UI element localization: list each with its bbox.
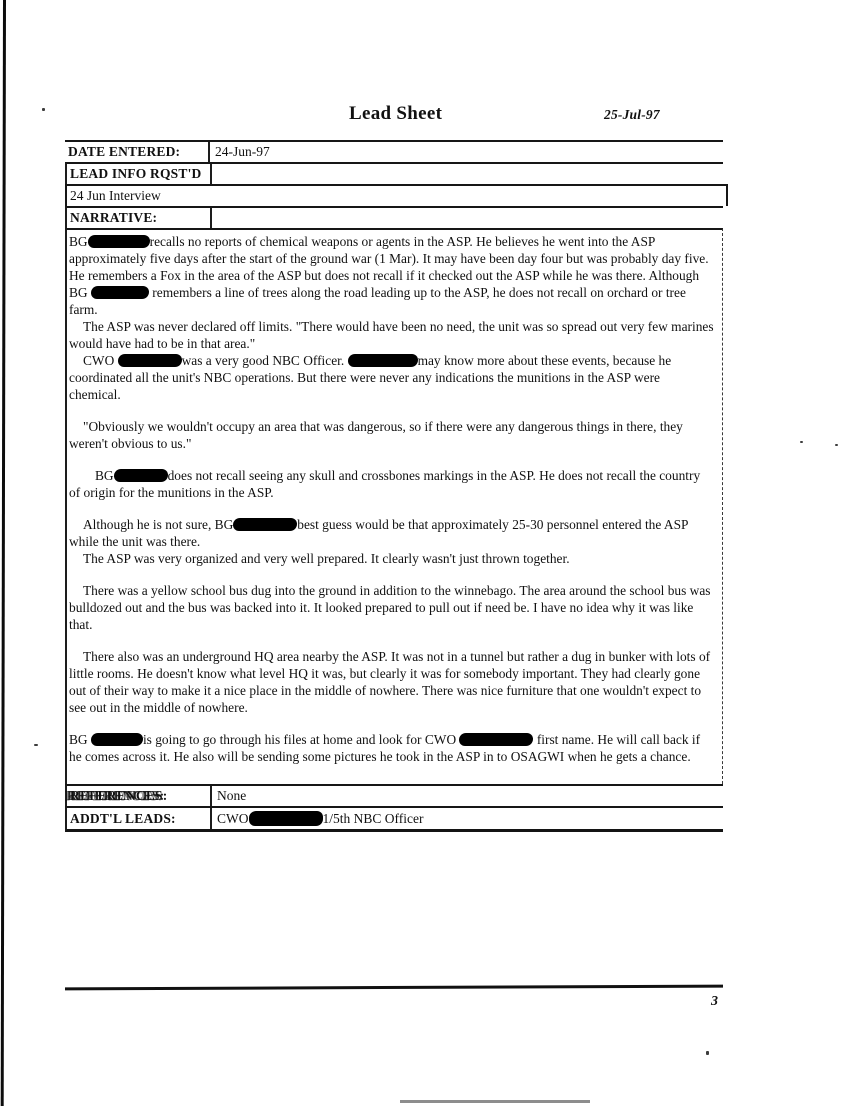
scan-speck bbox=[34, 744, 38, 746]
scan-artifact-line bbox=[400, 1100, 590, 1103]
scan-speck bbox=[42, 108, 45, 111]
form-row-narrative-header bbox=[65, 206, 723, 228]
narrative-paragraph: There was a yellow school bus dug into the ground in addition to the winnebago. The area around the school bus was bulldozed out and the bus was backed into it. It looked prepared to pull out if need be. I have no idea why it was like that. bbox=[69, 583, 711, 632]
redaction-box bbox=[88, 235, 150, 248]
narrative-paragraph: The ASP was never declared off limits. "There would have been no need, the unit was so spread out very few marines would have had to be in that area." bbox=[69, 319, 714, 351]
document-date: 25-Jul-97 bbox=[604, 107, 660, 122]
page-title: Lead Sheet bbox=[349, 103, 443, 124]
form-row-date-entered bbox=[65, 140, 723, 162]
lead-info-value bbox=[212, 164, 723, 184]
redaction-box bbox=[91, 733, 143, 746]
addtl-leads-label: ADDT'L LEADS: bbox=[67, 808, 212, 829]
narrative-text bbox=[65, 228, 723, 784]
narrative-paragraph: BG recalls no reports of chemical weapons or agents in the ASP. He believes he went into the ASP approximately five days after the start of the ground war (1 Mar). It may have been day four but was probably day five. He remembers a Fox in the area of the ASP but does not recall if it checked out the ASP while he was there. Although BG remembers a line of trees along the road leading up to the ASP, he does not recall on orchard or tree farm. bbox=[69, 234, 709, 317]
scan-speck bbox=[706, 1051, 709, 1055]
scan-edge-line bbox=[1, 0, 6, 1106]
page-number: 3 bbox=[711, 994, 718, 1009]
form-row-references bbox=[65, 784, 723, 806]
footer-rule bbox=[65, 985, 723, 990]
narrative-header-value bbox=[212, 208, 723, 228]
narrative-paragraph: BG is going to go through his files at home and look for CWO first name. He will call back if he comes across it. He also will be sending some pictures he took in the ASP in to OSAGWI when he gets a chance. bbox=[69, 732, 701, 764]
lead-sheet-form bbox=[65, 140, 723, 832]
redaction-box bbox=[249, 811, 323, 826]
redaction-box bbox=[91, 286, 149, 299]
redaction-box bbox=[459, 733, 533, 746]
narrative-paragraph: BG does not recall seeing any skull and crossbones markings in the ASP. He does not recall the country of origin for the munitions in the ASP. bbox=[69, 468, 701, 500]
redaction-box bbox=[118, 354, 182, 367]
redaction-box bbox=[114, 469, 168, 482]
narrative-paragraph: The ASP was very organized and very well prepared. It clearly wasn't just thrown together. bbox=[83, 551, 570, 566]
references-label: REFERENCES: bbox=[67, 786, 212, 806]
addtl-leads-value: CWO 1/5th NBC Officer bbox=[217, 810, 424, 826]
narrative-paragraph: There also was an underground HQ area nearby the ASP. It was not in a tunnel but rather a dug in bunker with lots of little rooms. He doesn't know what level HQ it was, but clearly it was for somebody important. They had clearly gone out of their way to make it a nice place in the middle of nowhere. There was nice furniture that one wouldn't expect to see out in the middle of nowhere. bbox=[69, 649, 711, 715]
form-row-interview bbox=[65, 184, 728, 206]
narrative-paragraph: "Obviously we wouldn't occupy an area that was dangerous, so if there were any dangerous things in there, they weren't obvious to us." bbox=[69, 419, 683, 451]
date-entered-value: 24-Jun-97 bbox=[215, 144, 270, 159]
narrative-paragraph: Although he is not sure, BG best guess would be that approximately 25-30 personnel entered the ASP while the unit was there. bbox=[69, 517, 688, 549]
scan-speck bbox=[800, 441, 803, 443]
lead-info-label: LEAD INFO RQST'D bbox=[67, 164, 212, 184]
form-row-lead-info bbox=[65, 162, 723, 184]
date-entered-label: DATE ENTERED: bbox=[65, 142, 210, 162]
redaction-box bbox=[233, 518, 297, 531]
references-value: None bbox=[217, 788, 247, 803]
form-row-addtl-leads bbox=[65, 806, 723, 832]
redaction-box bbox=[348, 354, 418, 367]
narrative-paragraph: CWO was a very good NBC Officer. may know more about these events, because he coordinated all the unit's NBC operations. But there were never any indications the munitions in the ASP were chemical. bbox=[69, 353, 672, 402]
interview-value: 24 Jun Interview bbox=[70, 188, 161, 203]
narrative-label: NARRATIVE: bbox=[67, 208, 212, 228]
scan-speck bbox=[835, 444, 838, 446]
